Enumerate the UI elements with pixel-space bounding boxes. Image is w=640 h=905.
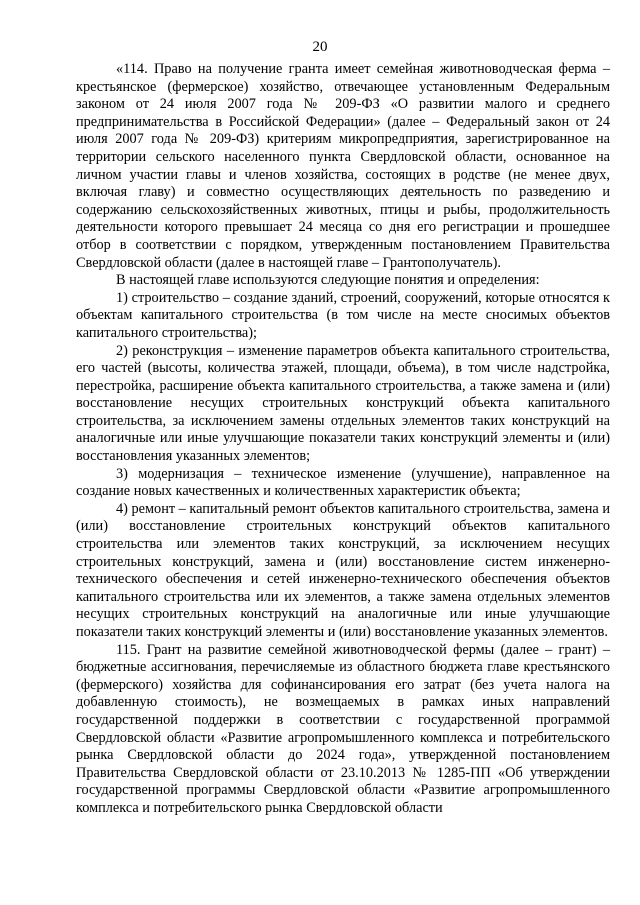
paragraph-definition-repair: 4) ремонт – капитальный ремонт объектов капитального строительства, замена и (или) восстановление строительных конструкций объектов капитального строительства или элементов таких конструкций, за исключением несущих строительных конструкций, замена и (или) восстановление систем инженерно-технического обеспечения и сетей инженерно-технического обеспечения объектов капитального строительства или их элементов, а также замена отдельных элементов несущих строительных конструкций на аналогичные или иные улучшающие показатели таких конструкций элементы и (или) восстановление указанных элементов. xyxy=(76,500,610,640)
paragraph-definition-modernization: 3) модернизация – техническое изменение (улучшение), направленное на создание новых качественных и количественных характеристик объекта; xyxy=(76,465,610,500)
paragraph-definition-reconstruction: 2) реконструкция – изменение параметров объекта капитального строительства, его частей (высоты, количества этажей, площади, объема), в том числе надстройка, перестройка, расширение объекта капитального строительства, а также замена и (или) восстановление несущих строительных конструкций объекта капитального строительства, за исключением замены отдельных элементов таких конструкций на аналогичные или иные улучшающие показатели таких конструкций элементы и (или) восстановления указанных элементов; xyxy=(76,342,610,465)
paragraph-definition-construction: 1) строительство – создание зданий, строений, сооружений, которые относятся к объектам капитального строительства (в том числе на месте сносимых объектов капитального строительства); xyxy=(76,289,610,341)
paragraph-114: «114. Право на получение гранта имеет семейная животноводческая ферма – крестьянское (фермерское) хозяйство, отвечающее установленным Федеральным законом от 24 июля 2007 года № 209-ФЗ «О развитии малого и среднего предпринимательства в Российской Федерации» (далее – Федеральный закон от 24 июля 2007 года № 209-ФЗ) критериям микропредприятия, зарегистрированное на территории сельского населенного пункта Свердловской области, основанное на личном участии главы и членов хозяйства, состоящих в родстве (не менее двух, включая главу) и совместно осуществляющих деятельность по разведению и содержанию сельскохозяйственных животных, птицы и рыбы, продолжительность деятельности которого превышает 24 месяца со дня его регистрации и прошедшее отбор в соответствии с порядком, утвержденным постановлением Правительства Свердловской области (далее в настоящей главе – Грантополучатель). xyxy=(76,61,610,271)
paragraph-115: 115. Грант на развитие семейной животноводческой фермы (далее – грант) – бюджетные ассигнования, перечисляемые из областного бюджета главе крестьянского (фермерского) хозяйства для софинансирования его затрат (без учета налога на добавленную стоимость), не возмещаемых в рамках иных направлений государственной поддержки в соответствии с государственной программой Свердловской области «Развитие агропромышленного комплекса и потребительского рынка Свердловской области до 2024 года», утвержденной постановлением Правительства Свердловской области от 23.10.2013 № 1285-ПП «Об утверждении государственной программы Свердловской области «Развитие агропромышленного комплекса и потребительского рынка Свердловской области xyxy=(76,641,610,816)
document-body xyxy=(76,61,610,818)
paragraph-definitions-intro: В настоящей главе используются следующие понятия и определения: xyxy=(116,272,540,289)
page-number: 20 xyxy=(312,39,328,55)
